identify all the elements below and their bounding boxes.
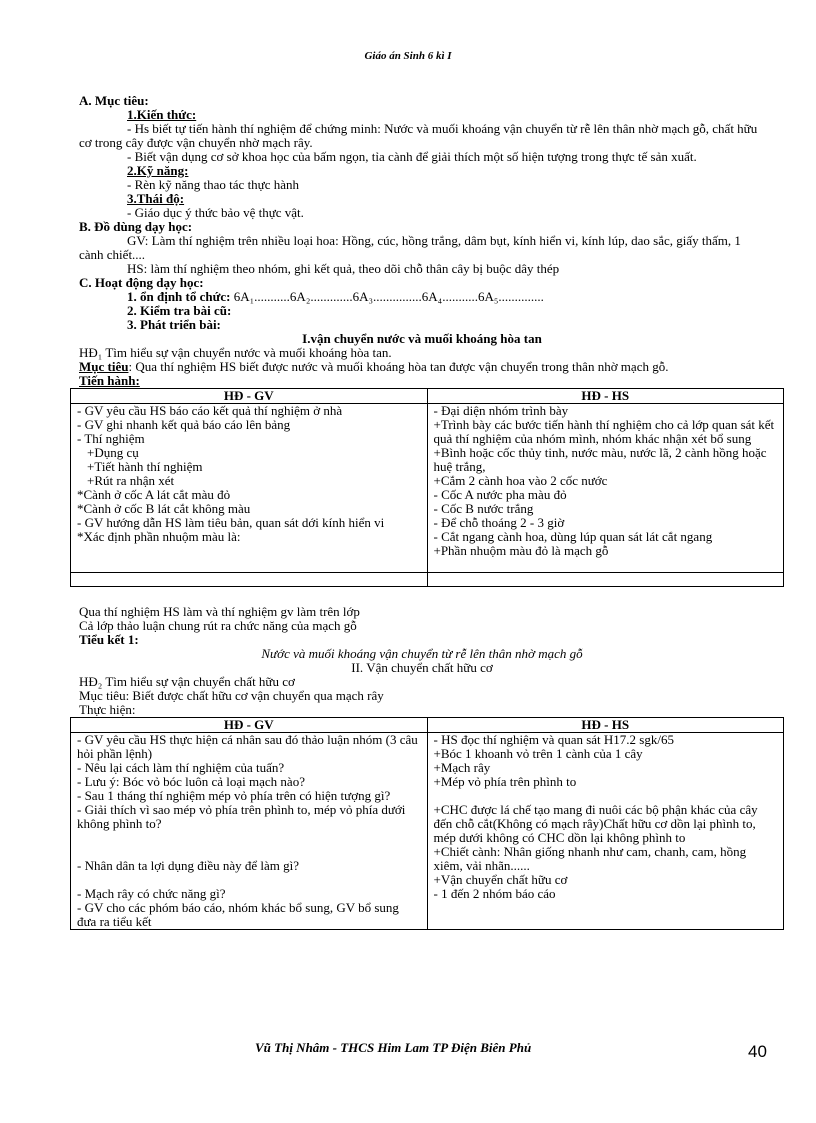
skill-item: - Rèn kỹ năng thao tác thực hành — [127, 177, 300, 192]
gv-line: - GV hướng dẫn HS làm tiêu bản, quan sát dới kính hiển vi — [77, 515, 385, 530]
skill-title: 2.Kỹ năng: — [127, 163, 189, 178]
section1-goal — [79, 360, 765, 374]
hs-cell — [427, 733, 784, 930]
hs-line: +Vận chuyển chất hữu cơ — [433, 872, 568, 887]
goal-text: : Qua thí nghiệm HS biết được nước và muối khoáng hòa tan được vận chuyển trong thân nhờ mạch gỗ. — [128, 359, 669, 374]
hs-line: +Phần nhuộm màu đỏ là mạch gỗ — [433, 543, 609, 558]
gv-line: - GV ghi nhanh kết quả báo cáo lên bảng — [77, 417, 291, 432]
gv-line: *Xác định phần nhuộm màu là: — [77, 529, 241, 544]
hs-line: +Mạch rây — [433, 760, 491, 775]
summary-text: Nước và muối khoáng vận chuyển từ rễ lên thân nhờ mạch gỗ — [261, 646, 583, 661]
section1-heading: I.vận chuyển nước và muối khoáng hòa tan — [302, 331, 542, 346]
gv-cell — [71, 733, 428, 930]
table-header-row — [71, 718, 784, 733]
hs-line: - 1 đến 2 nhóm báo cáo — [433, 886, 556, 901]
hs-line: +Cắm 2 cành hoa vào 2 cốc nước — [433, 473, 608, 488]
column-header-hs: HĐ - HS — [427, 718, 784, 733]
hs-line: - Cốc A nước pha màu đỏ — [433, 487, 567, 502]
gv-line: *Cành ở cốc A lát cắt màu đỏ — [77, 487, 231, 502]
gv-line: - Thí nghiệm — [77, 431, 145, 446]
gv-line: - GV yêu cầu HS thực hiện cá nhân sau đó thảo luận nhóm (3 câu hỏi phần lệnh) — [77, 732, 418, 761]
gv-line: - Nhân dân ta lợi dụng điều này để làm gì? — [77, 858, 300, 873]
attitude-item: - Giáo dục ý thức bảo vệ thực vật. — [127, 205, 304, 220]
hs-line: +Chiết cành: Nhân giống nhanh như cam, chanh, cam, hồng xiêm, vải nhãn...... — [433, 844, 747, 873]
empty-cell — [427, 573, 784, 587]
hs-line: +Bình hoặc cốc thủy tinh, nước màu, nước lã, 2 cành hồng hoặc huệ trắng, — [433, 445, 767, 474]
activities-title: C. Hoạt động dạy học: — [79, 275, 204, 290]
table-row — [71, 733, 784, 930]
gv-line: - Lưu ý: Bóc vỏ bóc luôn cả loại mạch nào? — [77, 774, 305, 789]
section2-goal: Mục tiêu: Biết được chất hữu cơ vận chuyển qua mạch rây — [79, 688, 384, 703]
hs-line: +Trình bày các bước tiến hành thí nghiệm cho cả lớp quan sát kết quả thí nghiệm của nhóm mình, nhóm khác nhận xét bổ sung — [433, 417, 775, 446]
materials-title: B. Đồ dùng dạy học: — [79, 219, 193, 234]
table-header-row — [71, 389, 784, 404]
table-empty-row — [71, 573, 784, 587]
knowledge-item: - Biết vận dụng cơ sở khoa học của bấm ngọn, tỉa cành để giải thích một số hiện tượng trong thực tế sản xuất. — [127, 149, 697, 164]
summary-title: Tiểu kết 1: — [79, 632, 139, 647]
section2-heading: II. Vận chuyển chất hữu cơ — [351, 660, 493, 675]
gv-line: *Cành ở cốc B lát cắt không màu — [77, 501, 251, 516]
empty-cell — [71, 573, 428, 587]
gv-line: - Giải thích vì sao mép vỏ phía trên phình to, mép vỏ phía dưới không phình to? — [77, 802, 406, 831]
organization-title: 1. ổn định tổ chức: — [127, 289, 231, 304]
new-lesson-title: 3. Phát triển bài: — [127, 317, 221, 332]
gv-line: +Tiết hành thí nghiệm — [87, 459, 203, 474]
procedure-title: Tiến hành: — [79, 373, 140, 388]
hs-line: +Bóc 1 khoanh vỏ trên 1 cành của 1 cây — [433, 746, 643, 761]
knowledge-title: 1.Kiến thức: — [127, 107, 197, 122]
hs-line: +Mép vỏ phía trên phình to — [433, 774, 577, 789]
gv-line: +Rút ra nhận xét — [87, 473, 175, 488]
gv-line: +Dụng cụ — [87, 445, 139, 460]
knowledge-item: - Hs biết tự tiến hành thí nghiệm để chứng minh: Nước và muối khoáng vận chuyển từ rễ lên thân nhờ mạch gỗ, chất hữu cơ trong cây được vận chuyển nhờ mạch rây. — [79, 121, 758, 150]
goal-label: Mục tiêu — [79, 359, 129, 374]
page-number: 40 — [748, 1042, 767, 1061]
table-row — [71, 404, 784, 573]
column-header-gv: HĐ - GV — [71, 718, 428, 733]
attitude-title: 3.Thái độ: — [127, 191, 185, 206]
hs-line: - Đại diện nhóm trình bày — [433, 403, 569, 418]
hs-cell — [427, 404, 784, 573]
after-table-line: Qua thí nghiệm HS làm và thí nghiệm gv làm trên lớp — [79, 604, 360, 619]
gv-line: - Sau 1 tháng thí nghiệm mép vỏ phía trên có hiện tượng gì? — [77, 788, 391, 803]
page-header: Giáo án Sinh 6 kì I — [364, 50, 452, 62]
gv-line: - Nêu lại cách làm thí nghiệm của tuấn? — [77, 760, 285, 775]
hs-line: +CHC được lá chế tạo mang đi nuôi các bộ phận khác của cây đến chỗ cắt(Không có mạch rây)Chất hữu cơ dồn lại phình to, mép dưới không có CHC dồn lại không phình to — [433, 802, 758, 845]
hs-line: - Để chỗ thoáng 2 - 3 giờ — [433, 515, 565, 530]
section2-procedure: Thực hiện: — [79, 702, 136, 717]
hs-line: - Cốc B nước trắng — [433, 501, 534, 516]
organization-line — [79, 290, 765, 304]
materials-hs: HS: làm thí nghiệm theo nhóm, ghi kết quả, theo dõi chỗ thân cây bị buộc dây thép — [127, 261, 560, 276]
after-table-line: Cả lớp thảo luận chung rút ra chức năng của mạch gỗ — [79, 618, 357, 633]
activity-table-1 — [70, 388, 784, 587]
hs-line: - Cắt ngang cành hoa, dùng lúp quan sát lát cắt ngang — [433, 529, 713, 544]
gv-cell — [71, 404, 428, 573]
column-header-gv: HĐ - GV — [71, 389, 428, 404]
gv-line: - GV yêu cầu HS báo cáo kết quả thí nghiệm ở nhà — [77, 403, 343, 418]
objectives-title: A. Mục tiêu: — [79, 93, 149, 108]
footer-author: Vũ Thị Nhâm - THCS Him Lam TP Điện Biên Phủ — [255, 1040, 532, 1055]
hs-line: - HS đọc thí nghiệm và quan sát H17.2 sgk/65 — [433, 732, 674, 747]
materials-gv: GV: Làm thí nghiệm trên nhiều loại hoa: Hồng, cúc, hồng trắng, dâm bụt, kính hiển vi, kính lúp, dao sắc, giấy thấm, 1 cành chiết.... — [79, 233, 741, 262]
gv-line: - GV cho các phóm báo cáo, nhóm khác bổ sung, GV bổ sung đưa ra tiểu kết — [77, 900, 399, 929]
hd2-title: HĐ₂ Tìm hiểu sự vận chuyển chất hữu cơ — [79, 674, 295, 689]
hd1-title: HĐ₁ Tìm hiểu sự vận chuyển nước và muối khoáng hòa tan. — [79, 345, 392, 360]
gv-line: - Mạch rây có chức năng gì? — [77, 886, 226, 901]
organization-classes: 6A₁...........6A₂.............6A₃...............6A₄...........6A₅.............. — [230, 289, 544, 304]
check-title: 2. Kiểm tra bài cũ: — [127, 303, 232, 318]
page-content — [77, 93, 775, 930]
activity-table-2 — [70, 717, 784, 930]
column-header-hs: HĐ - HS — [427, 389, 784, 404]
